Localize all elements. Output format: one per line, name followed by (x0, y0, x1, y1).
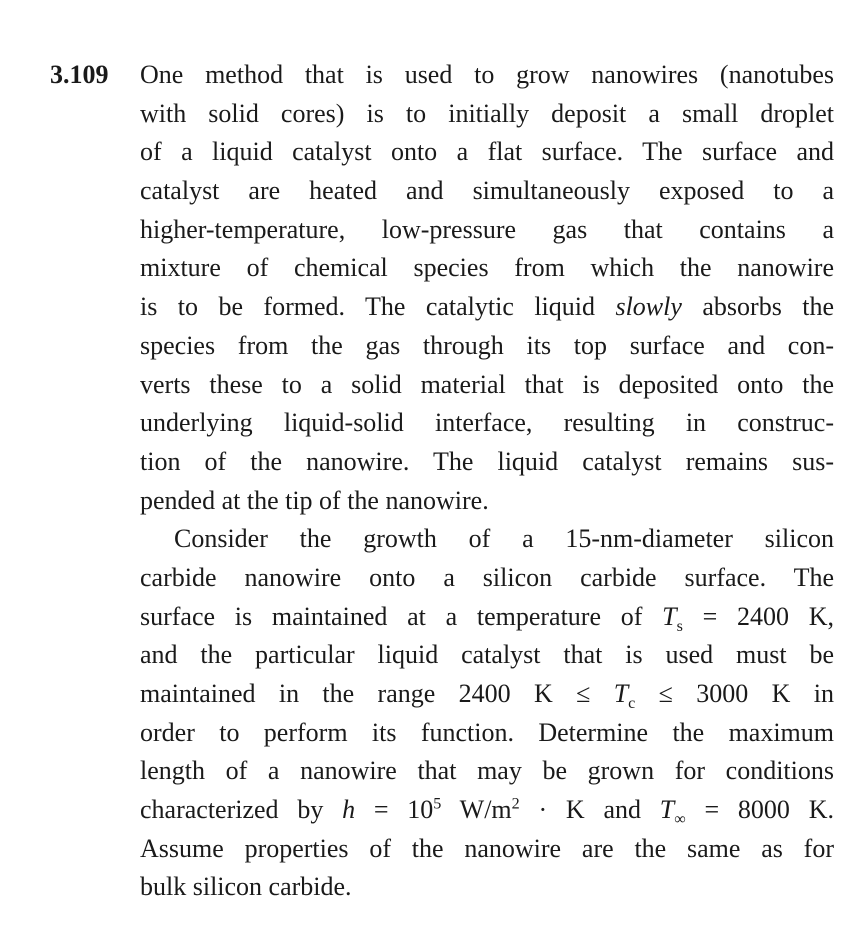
text-line: Consider the growth of a 15-nm-diameter silicon (174, 524, 834, 554)
text-line (140, 791, 834, 830)
text-line: length of a nanowire that may be grown for conditions (140, 756, 834, 786)
symbol-T: T (662, 601, 677, 631)
text-line: verts these to a solid material that is deposited onto the (140, 369, 834, 399)
subscript-c: c (628, 695, 636, 713)
text-segment: ≤ 3000 K in (635, 679, 834, 708)
text-line: Assume properties of the nanowire are the same as for (140, 833, 834, 863)
text-line: and the particular liquid catalyst that is used must be (140, 640, 834, 670)
problem-number: 3.109 (50, 60, 109, 89)
text-line: of a liquid catalyst onto a flat surface. The surface and (140, 137, 834, 167)
text-line: One method that is used to grow nanowires (nanotubes (140, 60, 834, 89)
text-line: carbide nanowire onto a silicon carbide surface. The (140, 562, 834, 592)
text-segment: = 8000 K. (685, 795, 834, 825)
text-line (140, 598, 834, 637)
symbol-T: T (613, 679, 629, 708)
text-segment: = 10 (355, 795, 434, 825)
text-line: order to perform its function. Determine the maximum (140, 717, 834, 747)
text-line (140, 675, 834, 714)
subscript-s: s (676, 617, 683, 635)
text-segment: absorbs the (702, 292, 835, 322)
superscript-2: 2 (511, 795, 520, 813)
text-line: higher-temperature, low-pressure gas that contains a (140, 214, 834, 244)
text-segment: maintained in the range 2400 K ≤ (140, 679, 614, 708)
text-line: with solid cores) is to initially deposit a small droplet (140, 98, 834, 128)
subscript-infinity: ∞ (674, 811, 686, 829)
text-line: species from the gas through its top surface and con- (140, 330, 834, 360)
symbol-T: T (659, 795, 675, 825)
symbol-h: h (342, 795, 356, 825)
text-line: mixture of chemical species from which the nanowire (140, 253, 834, 283)
problem-text (140, 56, 834, 907)
text-line: bulk silicon carbide. (140, 872, 352, 902)
text-segment: W/m (441, 795, 512, 825)
text-line: tion of the nanowire. The liquid catalyst remains sus- (140, 446, 834, 476)
text-segment: · K and (519, 795, 660, 825)
text-line: pended at the tip of the nanowire. (140, 485, 489, 515)
text-line (140, 288, 834, 327)
text-segment: = 2400 K, (682, 601, 834, 631)
text-segment: surface is maintained at a temperature of (140, 601, 643, 631)
superscript-5: 5 (433, 795, 442, 813)
text-line: catalyst are heated and simultaneously exposed to a (140, 176, 834, 206)
text-segment: characterized by (140, 795, 343, 825)
text-line: underlying liquid-solid interface, resulting in construc- (140, 408, 834, 438)
emphasis-slowly: slowly (615, 292, 682, 322)
text-segment: is to be formed. The catalytic liquid (140, 292, 596, 322)
